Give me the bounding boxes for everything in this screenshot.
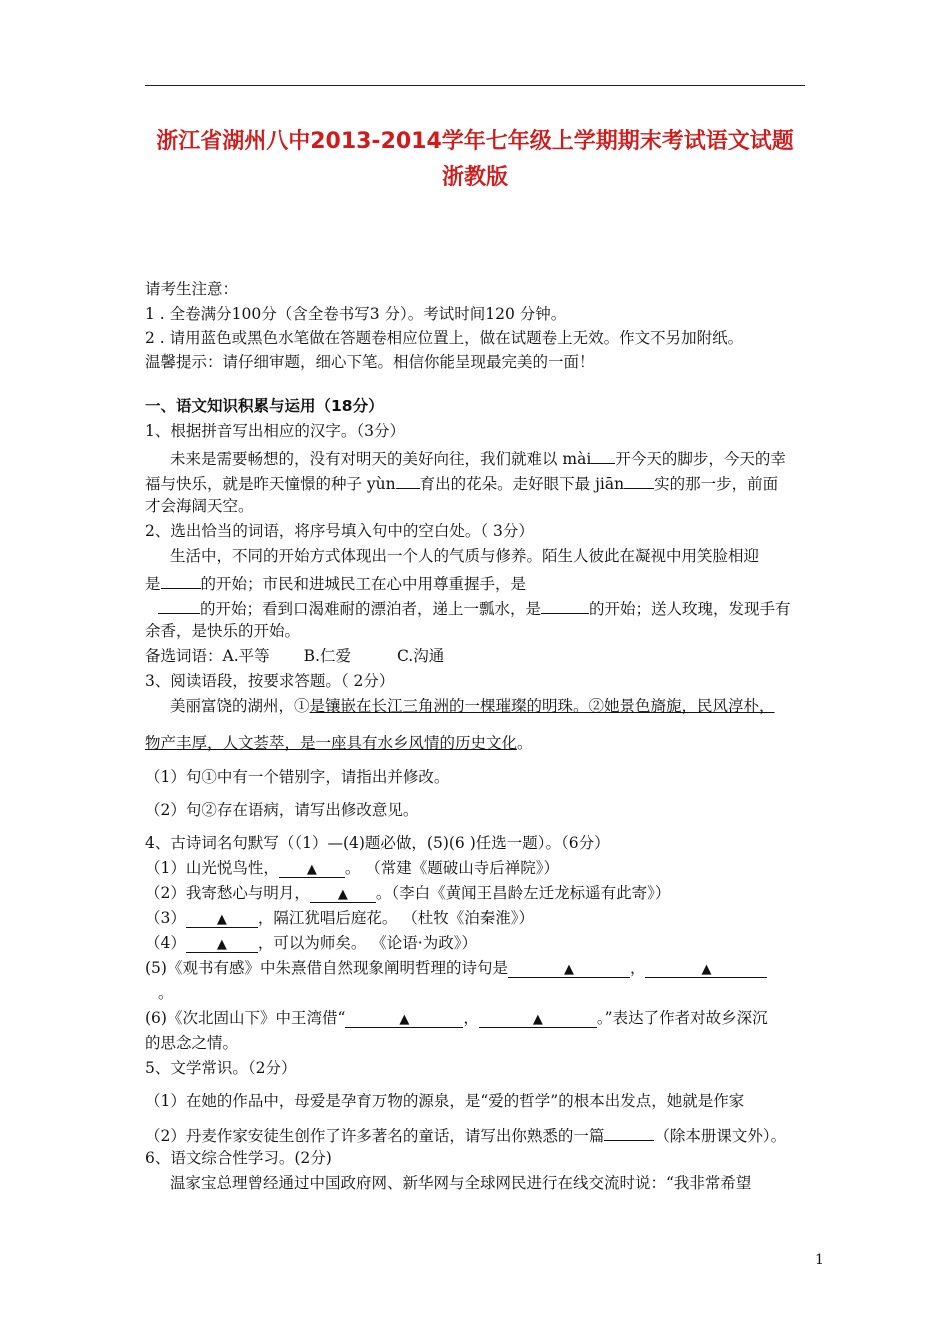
answer-blank[interactable] (345, 1013, 463, 1028)
notice-tip: 温馨提示：请仔细审题，细心下笔。相信你能呈现最完美的一面！ (145, 353, 595, 371)
q2-text-line: 是 的开始；市民和进城民工在心中用尊重握手，是 (145, 575, 527, 593)
answer-blank[interactable] (604, 1126, 654, 1141)
q6-stem: 6、语文综合性学习。(2分) (145, 1149, 332, 1167)
answer-blank[interactable] (279, 863, 345, 878)
q4-item-5: (5)《观书有感》中朱熹借自然现象阐明哲理的诗句是 ▲ ， ▲ (145, 961, 767, 978)
q4-item-5-end: 。 (158, 984, 174, 1002)
answer-blank[interactable] (541, 599, 589, 614)
option-a: A.平等 (222, 647, 270, 665)
q2-text-line: 的开始；看到口渴难耐的漂泊者，递上一瓢水，是 的开始；送人玫瑰，发现手有 (158, 599, 791, 618)
q3-text-line: 美丽富饶的湖州，①是镶嵌在长江三角洲的一棵璀璨的明珠。②她景色旖旎，民风淳朴， (170, 697, 775, 715)
answer-blank[interactable] (645, 963, 767, 978)
q1-text-line: 未来是需要畅想的，没有对明天的美好向往，我们就难以 mài 开今天的脚步，今天的幸 (170, 450, 786, 468)
q3-subquestion-2: （2）句②存在语病，请写出修改意见。 (145, 801, 419, 819)
q5-subquestion-2: （2）丹麦作家安徒生创作了许多著名的童话，请写出你熟悉的一篇 （除本册课文外）。 (145, 1127, 787, 1145)
answer-blank[interactable] (310, 888, 376, 903)
q1-text-line: 福与快乐，就是昨天憧憬的种子 yùn 育出的花朵。走好眼下最 jiān 实的那一步，前面 (145, 475, 779, 493)
q4-item-6: (6)《次北固山下》中王湾借“ ▲ ， ▲ 。”表达了作者对故乡深沉 (145, 1009, 768, 1027)
q5-subquestion-1: （1）在她的作品中，母爱是孕育万物的源泉，是“爱的哲学”的根本出发点，她就是作家 (145, 1092, 745, 1110)
notice-heading: 请考生注意： (145, 280, 239, 298)
triangle-marker-icon: ▲ (701, 962, 712, 977)
answer-blank[interactable] (186, 913, 258, 928)
q4-item-1: （1）山光悦鸟性， ▲ 。 （常建《题破山寺后禅院》） (145, 859, 560, 877)
q4-item-4: （4） ▲ ，可以为师矣。 《论语·为政》） (145, 934, 477, 952)
q2-text-line: 余香，是快乐的开始。 (145, 622, 301, 640)
answer-blank[interactable] (591, 449, 615, 464)
triangle-marker-icon: ▲ (216, 937, 227, 952)
triangle-marker-icon: ▲ (306, 862, 317, 877)
q3-text-line: 物产丰厚，人文荟萃，是一座具有水乡风情的历史文化。 (145, 734, 533, 752)
q2-text-line: 生活中，不同的开始方式体现出一个人的气质与修养。陌生人彼此在凝视中用笑脸相迎 (170, 547, 760, 565)
triangle-marker-icon: ▲ (216, 912, 227, 927)
triangle-marker-icon: ▲ (532, 1012, 543, 1027)
q4-item-6-cont: 的思念之情。 (145, 1034, 239, 1052)
triangle-marker-icon: ▲ (399, 1012, 410, 1027)
q1-text-line: 才会海阔天空。 (145, 497, 254, 515)
answer-blank[interactable] (508, 963, 630, 978)
q2-options: 备选词语：A.平等 B.仁爱 C.沟通 (145, 647, 445, 665)
answer-blank[interactable] (186, 938, 258, 953)
q3-stem: 3、阅读语段，按要求答题。（ 2分） (145, 672, 395, 690)
document-subtitle: 浙教版 (441, 165, 508, 190)
option-b: B.仁爱 (303, 647, 351, 665)
answer-blank[interactable] (161, 574, 201, 589)
section-heading: 一、语文知识积累与运用（18分） (145, 397, 384, 415)
triangle-marker-icon: ▲ (563, 962, 574, 977)
q3-subquestion-1: （1）句①中有一个错别字，请指出并修改。 (145, 768, 450, 786)
header-rule (145, 85, 805, 86)
answer-blank[interactable] (158, 599, 200, 614)
q4-stem: 4、古诗词名句默写（（1）—(4)题必做，(5)(6 )任选一题）。（6分） (145, 834, 610, 852)
q5-stem: 5、文学常识。（2分） (145, 1059, 297, 1077)
option-c: C.沟通 (396, 647, 445, 665)
answer-blank[interactable] (396, 474, 420, 489)
q4-item-3: （3） ▲ ，隔江犹唱后庭花。 （杜牧《泊秦淮》） (145, 909, 535, 927)
document-title: 浙江省湖州八中2013-2014学年七年级上学期期末考试语文试题 (156, 129, 794, 154)
triangle-marker-icon: ▲ (337, 887, 348, 902)
page-number: 1 (815, 1252, 824, 1268)
answer-blank[interactable] (624, 474, 654, 489)
q2-stem: 2、选出恰当的词语，将序号填入句中的空白处。（ 3分） (145, 522, 534, 540)
q6-text-line: 温家宝总理曾经通过中国政府网、新华网与全球网民进行在线交流时说：“我非常希望 (170, 1174, 752, 1192)
q1-stem: 1、根据拼音写出相应的汉字。（3分） (145, 422, 405, 440)
notice-item-1: 1 . 全卷满分100分（含全卷书写3 分）。考试时间120 分钟。 (145, 305, 567, 323)
answer-blank[interactable] (479, 1013, 597, 1028)
q4-item-2: （2）我寄愁心与明月， ▲ 。（李白《黄闻王昌龄左迁龙标遥有此寄》） (145, 884, 671, 902)
notice-item-2: 2 . 请用蓝色或黑色水笔做在答题卷相应位置上，做在试题卷上无效。作文不另加附纸。 (145, 329, 744, 347)
